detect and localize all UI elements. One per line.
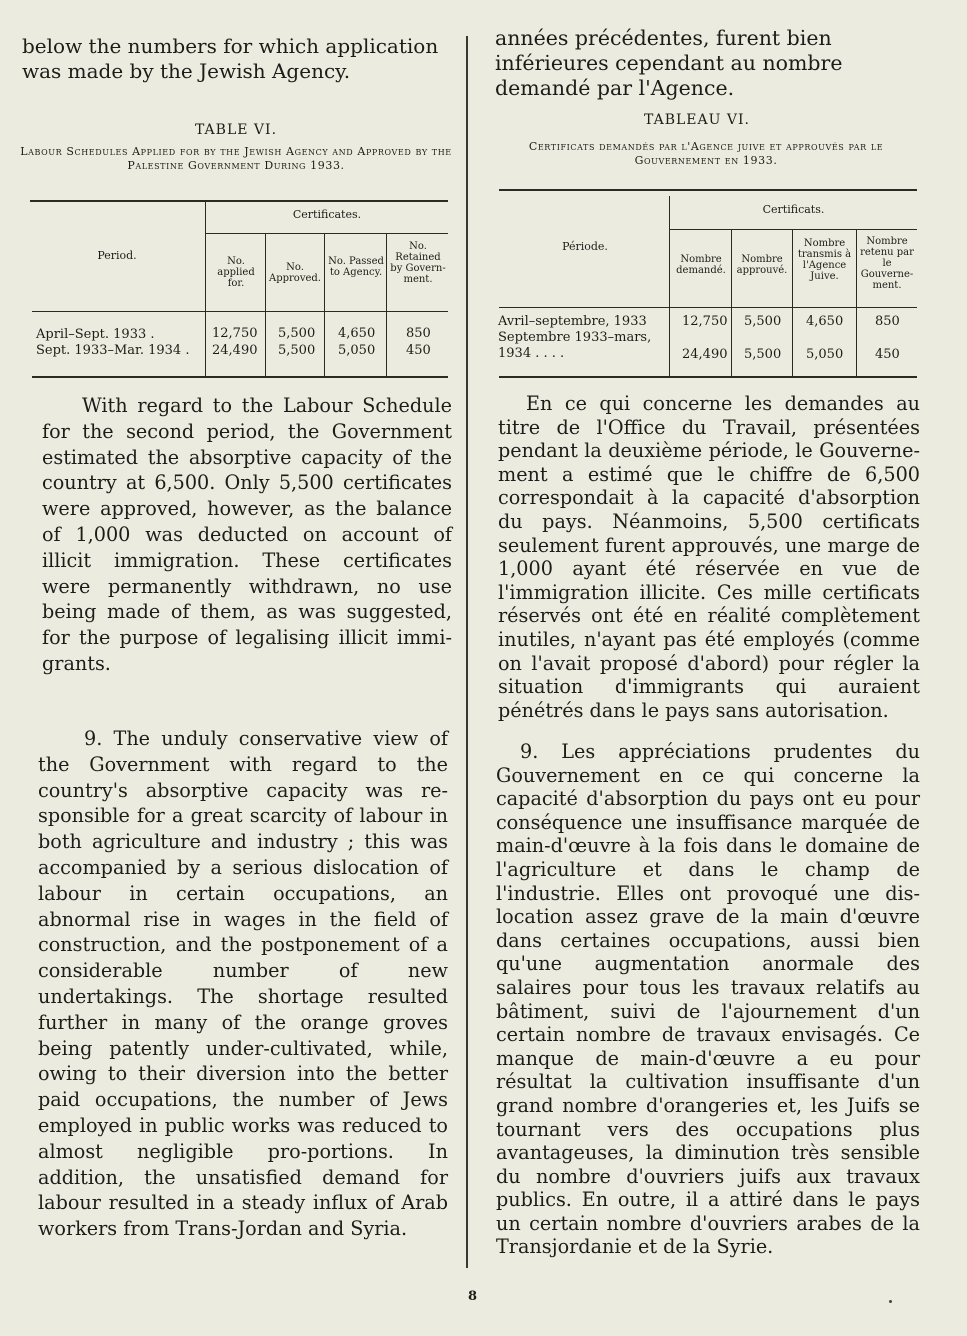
right-intro-text: années précédentes, furent bien inférieures cependant au nombre demandé par l'Agence. [495, 26, 843, 100]
right-table-group-rule [670, 229, 917, 230]
left-table-title: TABLE VI. [194, 122, 278, 138]
right-r1-demande: 12,750 [682, 314, 728, 329]
right-row2-period: Septembre 1933–mars, 1934 . . . . [498, 330, 652, 361]
left-column [22, 0, 450, 1336]
right-r2-demande: 24,490 [682, 347, 728, 362]
left-row2-period: Sept. 1933–Mar. 1934 . [36, 343, 190, 358]
left-paragraph-1: With regard to the Labour Schedule for the second period, the Government estimated the absorptive capacity of the country at 6,500. Only 5,500 certificates were approved, however, as the balance of 1,000 was deducted on account of illicit immigration. These certificates were permanently withdrawn, no use being made of them, as was suggested, for the purpose of legalising illicit immi-grants. [42, 394, 452, 675]
right-r2-transmis: 5,050 [806, 347, 844, 362]
right-row1-period: Avril–septembre, 1933 [498, 314, 647, 329]
left-paragraph-2: 9. The unduly conservative view of the Government with regard to the country's absorptive capacity was re-sponsible for a great scarcity of labour in both agriculture and industry ; this was accompanied by a serious dislocation of labour in certain occupations, an abnormal rise in wages in the field of construction, and the postponement of a considerable number of new undertakings. The shortage resulted further in many of the orange groves being patently under-cultivated, while, owing to their diversion into the better paid occupations, the number of Jews employed in public works was reduced to almost negligible pro-portions. In addition, the unsatisfied demand for labour resulted in a steady influx of Arab workers from Trans-Jordan and Syria. [38, 727, 448, 1241]
left-r2-retained: 450 [406, 343, 431, 358]
right-r2-approuve: 5,500 [744, 347, 782, 362]
right-r2-retenu: 450 [875, 347, 900, 362]
right-paragraph-1: En ce qui concerne les demandes au titre de l'Office du Travail, présentées pendant la deuxième période, le Gouverne-ment a estimé que le chiffre de 6,500 correspondait à la capacité d'absorption du pays. Néanmoins, 5,500 certificats seulement furent approuvés, une marge de 1,000 ayant été réservée en vue de l'immigration illicite. Ces mille certificats réservés ont été en réalité complètement inutiles, n'ayant pas été employés (comme on l'avait proposé d'abord) pour régler la situation d'immigrants qui auraient pénétrés dans le pays sans autorisation. [498, 392, 920, 722]
right-period-header: Période. [562, 240, 608, 253]
left-r1-retained: 850 [406, 326, 431, 341]
right-table-title: TABLEAU VI. [644, 112, 750, 128]
right-table-bottom-rule [499, 376, 917, 378]
right-table-caption: Certificats demandés par l'Agence juive et approuvés par le Gouvernement en 1933. [528, 140, 884, 167]
right-col-retenu: Nombre retenu par le Gouverne-ment. [860, 236, 914, 291]
left-r1-applied: 12,750 [212, 326, 258, 341]
left-intro-text: below the numbers for which application was made by the Jewish Agency. [22, 34, 439, 83]
right-r1-retenu: 850 [875, 314, 900, 329]
left-col-applied: No. applied for. [217, 256, 255, 289]
left-period-header: Period. [97, 249, 137, 262]
left-col-retained: No. Retained by Govern-ment. [390, 241, 446, 285]
left-certificates-header: Certificates. [292, 208, 362, 221]
right-table-header-rule [499, 307, 917, 308]
left-row1-period: April–Sept. 1933 . [36, 327, 155, 342]
right-r1-approuve: 5,500 [744, 314, 782, 329]
left-col-passed: No. Passed to Agency. [328, 256, 384, 278]
right-table-divider [669, 196, 670, 376]
page-number: 8 [468, 1289, 478, 1304]
left-r2-approved: 5,500 [278, 343, 316, 358]
left-r2-applied: 24,490 [212, 343, 258, 358]
right-col-transmis: Nombre transmis à l'Agence Juive. [797, 238, 852, 282]
left-r2-passed: 5,050 [338, 343, 376, 358]
print-speck [889, 1300, 892, 1303]
right-col-approuve: Nombre approuvé. [736, 254, 788, 276]
right-table-top-rule [499, 189, 917, 191]
right-col-demande: Nombre demandé. [676, 254, 726, 276]
right-certificates-header: Certificats. [762, 203, 825, 216]
left-table-group-rule [206, 233, 448, 234]
right-r1-transmis: 4,650 [806, 314, 844, 329]
left-table-bottom-rule [32, 376, 448, 378]
left-col-approved: No. Approved. [269, 262, 321, 284]
column-divider [466, 36, 468, 1268]
left-r1-passed: 4,650 [338, 326, 376, 341]
left-table-caption: Labour Schedules Applied for by the Jewish Agency and Approved by the Palestine Government During 1933. [20, 145, 452, 172]
left-table-top-rule [30, 200, 448, 202]
right-column [495, 0, 919, 1336]
left-r1-approved: 5,500 [278, 326, 316, 341]
left-table-header-rule [32, 311, 448, 312]
right-paragraph-2: 9. Les appréciations prudentes du Gouvernement en ce qui concerne la capacité d'absorption du pays ont eu pour conséquence une insuffisance marquée de main-d'œuvre à la fois dans le domaine de l'agriculture et dans le champ de l'industrie. Elles ont provoqué une dis-location assez grave de la main d'œuvre dans certaines occupations, aussi bien qu'une augmentation anormale des salaires pour tous les travaux relatifs au bâtiment, suivi de l'ajournement d'un certain nombre de travaux envisagés. Ce manque de main-d'œuvre a eu pour résultat la cultivation insuffisante d'un grand nombre d'orangeries et, les Juifs se tournant vers des occupations plus avantageuses, la diminution très sensible du nombre d'ouvriers juifs aux travaux publics. En outre, il a attiré dans le pays un certain nombre d'ouvriers arabes de la Transjordanie et de la Syrie. [496, 740, 920, 1259]
